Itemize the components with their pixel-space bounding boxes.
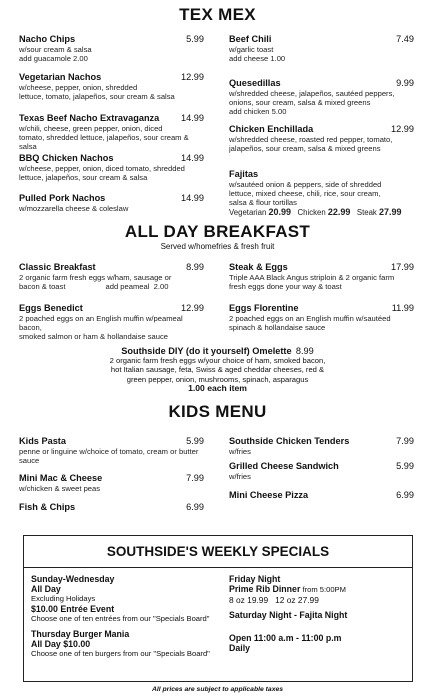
item-name: Eggs Florentine [229,303,299,313]
special-prime-rib: Prime Rib Dinner [229,584,301,594]
tex-mex-heading: TEX MEX [179,5,256,24]
specials-right-column [229,574,409,653]
item-desc: w/shredded cheese, jalapeños, sautéed peppers, [229,88,395,98]
item-name: Southside DIY (do it yourself) Omelette [121,346,292,356]
item-desc: add cheese 1.00 [229,53,286,63]
item-desc: w/fries [229,446,251,456]
breakfast-subtitle: Served w/homefries & fresh fruit [160,242,275,251]
item-desc: w/shredded cheese, roasted red pepper, tomato, [229,134,393,144]
item-price: 8.99 [295,346,314,356]
item-price: 9.99 [396,78,414,88]
item-desc: onions, sour cream, salsa & mixed greens [229,97,371,107]
special-all-day: All Day [31,584,61,594]
item-price: 5.99 [396,461,414,471]
item-name: Vegetarian Nachos [19,72,102,82]
fajita-veg-price: 20.99 [268,207,291,218]
item-price: 5.99 [186,436,204,446]
omelette-each-price: 1.00 each item [188,382,247,393]
item-price: 7.99 [186,473,204,483]
menu-item-kids-pasta [19,437,204,465]
item-price: 14.99 [181,153,204,163]
menu-item-diy-omelette [80,347,355,393]
item-name: Kids Pasta [19,436,66,446]
special-prime-sizes: 8 oz 19.99 12 oz 27.99 [229,595,319,605]
specials-left-column [31,574,216,659]
item-desc: 2 organic farm fresh eggs w/ham, sausage or [19,272,172,282]
special-sun-wed: Sunday-Wednesday [31,574,115,584]
menu-item-nacho-chips [19,35,204,63]
special-burger-price: All Day $10.00 [31,639,91,649]
special-prime-time: from 5:00PM [300,585,346,594]
breakfast-heading: ALL DAY BREAKFAST [124,222,311,241]
item-price: 7.99 [396,436,414,446]
special-entree-desc: Choose one of ten entrées from our "Specials Board" [31,614,210,623]
menu-item-chicken-tenders [229,437,414,456]
item-desc: tomato, shredded lettuce, jalapeños, sour cream & salsa [19,132,189,151]
item-price: 8.99 [186,262,204,272]
menu-item-classic-breakfast [19,263,204,291]
item-desc: add chicken 5.00 [229,107,287,116]
item-price: 14.99 [181,113,204,123]
item-name: BBQ Chicken Nachos [19,153,114,163]
item-desc: w/cheese, pepper, onion, diced tomato, shredded [19,163,185,173]
menu-item-mini-pizza [229,491,414,501]
menu-item-quesedillas [229,79,414,116]
item-desc: jalapeños, sour cream, salsa & mixed greens [229,143,381,153]
item-name: Steak & Eggs [229,262,288,272]
item-desc: bacon & toast add peameal 2.00 [19,281,169,291]
item-name: Beef Chili [229,34,272,44]
item-desc: lettuce, jalapeños, sour cream & salsa [19,172,148,182]
special-burger-desc: Choose one of ten burgers from our "Specials Board" [31,649,210,658]
special-entree: $10.00 Entrée Event [31,604,115,614]
item-name: Chicken Enchillada [229,124,314,134]
special-open-hours: Open 11:00 a.m - 11:00 p.m [229,633,342,643]
fajita-steak-price: 27.99 [379,207,402,218]
weekly-specials-box [23,535,413,682]
menu-item-fish-chips [19,503,204,513]
menu-item-beef-chili [229,35,414,63]
fajita-chicken-price: 22.99 [327,207,351,218]
item-desc: w/cheese, pepper, onion, shredded [19,82,138,92]
item-price: 12.99 [181,72,204,82]
item-name: Grilled Cheese Sandwich [229,461,339,471]
menu-item-mini-mac [19,474,204,493]
item-name: Mini Mac & Cheese [19,473,103,483]
item-desc: hot Italian sausage, feta, Swiss & aged cheddar cheeses, red & [110,365,325,375]
menu-item-steak-eggs [229,263,414,291]
item-desc: lettuce, mixed cheese, chili, rice, sour cream, [229,188,381,198]
fajita-chicken-label: Chicken [297,208,326,218]
item-desc: green pepper, onion, mushrooms, spinach, asparagus [126,374,309,384]
special-excl: Excluding Holidays [31,594,96,603]
item-desc: add guacamole 2.00 [19,53,88,63]
special-saturday: Saturday Night - Fajita Night [229,610,348,620]
item-desc: penne or linguine w/choice of tomato, cream or butter [19,446,199,456]
item-desc: w/mozzarella cheese & coleslaw [19,203,129,213]
item-name: Fish & Chips [19,502,76,512]
item-desc: Triple AAA Black Angus striploin & 2 organic farm [229,272,395,282]
item-name: Nacho Chips [19,34,76,44]
item-desc: w/sour cream & salsa [19,44,92,54]
menu-item-eggs-benedict [19,304,204,341]
item-price: 14.99 [181,193,204,203]
item-price: 17.99 [391,262,414,272]
specials-divider [24,567,412,568]
fajita-steak-label: Steak [356,208,377,218]
item-name: Eggs Benedict [19,303,83,313]
item-desc: spinach & hollandaise sauce [229,322,326,332]
menu-item-eggs-florentine [229,304,414,332]
item-price: 6.99 [396,490,414,500]
specials-heading: SOUTHSIDE'S WEEKLY SPECIALS [106,544,330,559]
menu-item-pulled-pork-nachos [19,194,204,213]
item-name: Classic Breakfast [19,262,96,272]
special-friday: Friday Night [229,574,281,584]
item-desc: w/fries [229,471,251,481]
item-price: 5.99 [186,34,204,44]
item-desc: 2 organic farm fresh eggs w/your choice of ham, smoked bacon, [109,356,326,366]
item-desc: salsa & flour tortillas [229,198,297,207]
fajita-prices [229,208,414,217]
menu-item-grilled-cheese [229,462,414,481]
item-desc: w/garlic toast [229,44,274,54]
tax-footnote: All prices are subject to applicable taxes [151,686,284,693]
item-name: Mini Cheese Pizza [229,490,309,500]
item-desc: 2 poached eggs on an English muffin w/peameal bacon, [19,313,183,332]
item-name: Quesedillas [229,78,281,88]
special-burger: Thursday Burger Mania [31,629,130,639]
item-price: 11.99 [391,303,414,313]
item-price: 7.49 [396,34,414,44]
item-desc: smoked salmon or ham & hollandaise sauce [19,332,169,341]
special-daily: Daily [229,643,251,653]
item-price: 12.99 [181,303,204,313]
menu-item-texas-beef-nacho [19,114,204,151]
item-desc: sauce [19,455,40,465]
kids-heading: KIDS MENU [168,402,267,421]
item-desc: w/chili, cheese, green pepper, onion, diced [19,123,163,133]
fajita-veg-label: Vegetarian [229,208,267,218]
item-name: Southside Chicken Tenders [229,436,350,446]
item-name: Texas Beef Nacho Extravaganza [19,113,160,123]
item-desc: 2 poached eggs on an English muffin w/sautéed [229,313,391,323]
menu-item-chicken-enchillada [229,125,414,153]
item-name: Pulled Pork Nachos [19,193,106,203]
menu-item-bbq-chicken-nachos [19,154,204,182]
item-price: 12.99 [391,124,414,134]
item-name: Fajitas [229,169,259,179]
item-price: 6.99 [186,502,204,512]
menu-item-vegetarian-nachos [19,73,204,101]
menu-item-fajitas [229,170,414,217]
item-desc: w/sautéed onion & peppers, side of shredded [229,179,382,189]
item-desc: w/chicken & sweet peas [19,483,101,493]
item-desc: fresh eggs done your way & toast [229,281,342,291]
item-desc: lettuce, tomato, jalapeños, sour cream & salsa [19,91,175,101]
